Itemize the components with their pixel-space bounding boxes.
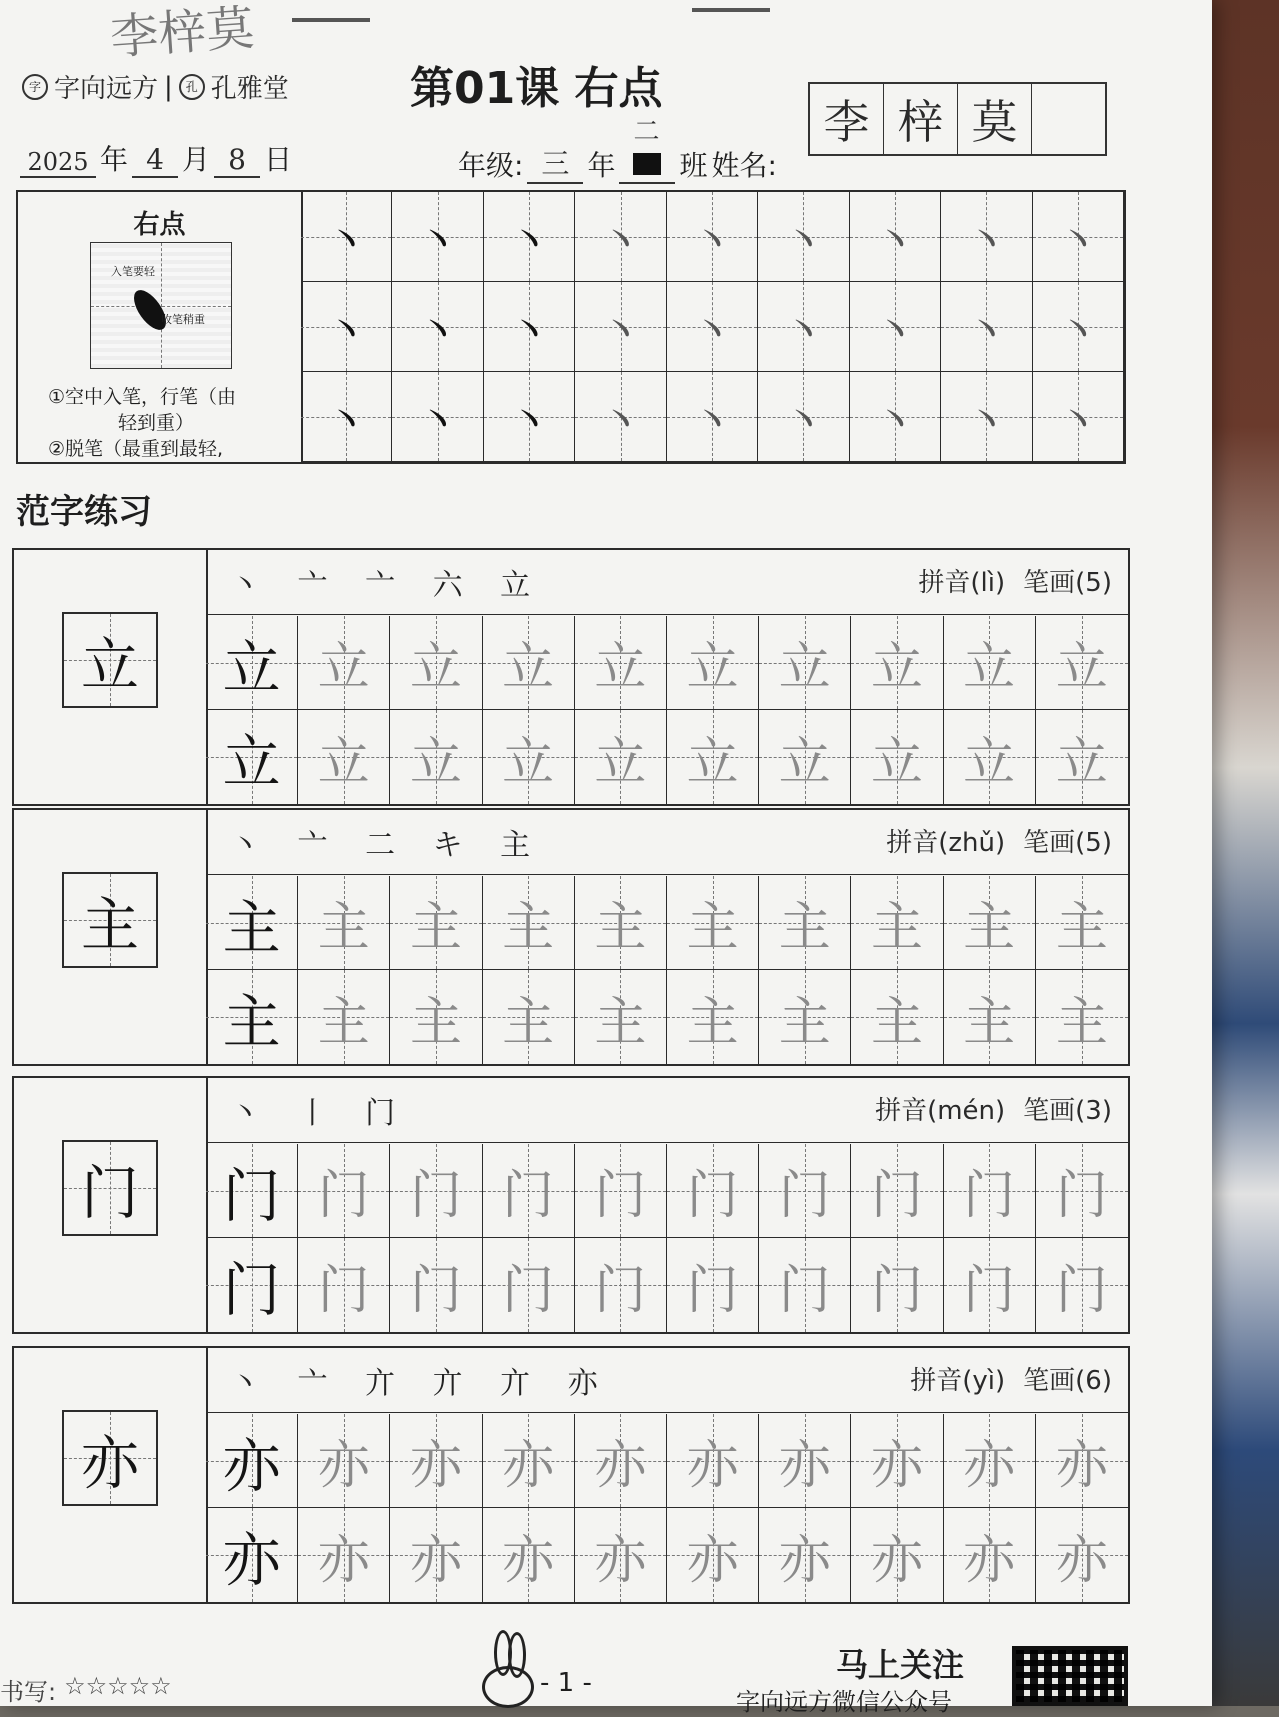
practice-cell <box>850 372 941 462</box>
practice-char-cell <box>575 1508 667 1602</box>
stroke-glyph: 丶 <box>507 215 552 267</box>
practice-char-cell <box>944 616 1036 710</box>
example-char: 门 <box>222 1256 281 1324</box>
practice-char-cell <box>759 1414 851 1508</box>
practice-char-cell <box>483 616 575 710</box>
practice-cell <box>941 192 1032 282</box>
practice-cell <box>758 282 849 372</box>
name-char-box: 李 <box>810 84 884 154</box>
handwritten-char: 亦 <box>409 1436 462 1496</box>
practice-char-cell <box>1036 710 1128 804</box>
example-char: 立 <box>222 633 281 702</box>
brand-left: 字向远方 <box>54 74 159 104</box>
practice-char-cell <box>298 1414 390 1508</box>
wechat-label: 字向远方微信公众号 <box>736 1688 952 1716</box>
practice-cell <box>850 282 941 372</box>
practice-char-cell <box>851 1414 943 1508</box>
practice-char-cell <box>667 616 759 710</box>
practice-char-cell <box>851 1238 943 1332</box>
stroke-glyph: 丶 <box>872 215 917 267</box>
stroke-glyph: 丶 <box>1055 215 1100 267</box>
practice-char-cell <box>944 1238 1036 1332</box>
handwritten-char: 主 <box>778 992 831 1053</box>
example-char-cell <box>206 1414 298 1508</box>
handwritten-name-top: 李梓莫 <box>108 0 257 66</box>
stroke-glyph: 丶 <box>689 305 734 357</box>
diagram-label-top: 入笔要轻 <box>111 265 155 278</box>
practice-char-cell <box>944 970 1036 1064</box>
practice-char-cell <box>298 616 390 710</box>
date-month: 4 <box>132 143 178 178</box>
background-fabric <box>1212 0 1279 1706</box>
handwritten-char: 门 <box>963 1166 1016 1226</box>
example-char-cell <box>206 616 298 710</box>
stroke-glyph: 丶 <box>689 395 734 447</box>
practice-char-cell <box>483 1414 575 1508</box>
handwritten-char: 立 <box>686 732 739 793</box>
practice-char-cell <box>575 970 667 1064</box>
name-char-box: 莫 <box>958 84 1032 154</box>
handwritten-char: 门 <box>778 1260 831 1321</box>
handwritten-char: 主 <box>317 992 370 1053</box>
practice-cell <box>392 282 483 372</box>
handwritten-char: 门 <box>963 1260 1016 1321</box>
brand-right-icon: 孔 <box>179 74 205 100</box>
practice-char-cell <box>667 970 759 1064</box>
handwritten-char: 主 <box>409 992 462 1053</box>
practice-char-cell <box>390 1144 482 1238</box>
date-year-label: 年 <box>100 143 129 176</box>
follow-label: 马上关注 <box>836 1646 965 1684</box>
step-1-cont: 轻到重） <box>118 412 195 434</box>
practice-cell <box>941 282 1032 372</box>
pencil-line <box>292 18 370 22</box>
handwritten-char: 立 <box>1055 638 1108 698</box>
stroke-glyph: 丶 <box>415 305 460 357</box>
name-label: 姓名: <box>711 149 777 182</box>
stroke-intro-title: 右点 <box>133 210 186 240</box>
example-char-cell <box>206 876 298 970</box>
practice-char-cell <box>944 1508 1036 1602</box>
practice-char-cell <box>483 1508 575 1602</box>
practice-cell <box>758 192 849 282</box>
handwritten-char: 立 <box>409 638 462 698</box>
stroke-glyph: 丶 <box>781 395 826 447</box>
handwritten-char: 主 <box>1055 992 1108 1053</box>
rating-row <box>0 1672 172 1707</box>
handwritten-char: 主 <box>502 992 555 1053</box>
handwritten-char: 亦 <box>409 1530 462 1591</box>
example-char: 亦 <box>222 1431 281 1500</box>
header-divider <box>206 1142 1128 1143</box>
handwritten-char: 立 <box>963 638 1016 698</box>
qr-code-icon[interactable] <box>1012 1646 1128 1706</box>
practice-char-cell <box>851 1508 943 1602</box>
model-char: 立 <box>80 631 139 699</box>
practice-char-cell <box>944 876 1036 970</box>
stroke-glyph: 丶 <box>507 395 552 447</box>
practice-char-cell <box>667 1144 759 1238</box>
handwritten-char: 主 <box>594 992 647 1053</box>
grade-suffix: 年 <box>587 149 616 182</box>
practice-char-cell <box>851 616 943 710</box>
handwritten-char: 亦 <box>686 1530 739 1591</box>
handwritten-char: 立 <box>317 638 370 698</box>
handwritten-char: 主 <box>963 992 1016 1053</box>
practice-char-cell <box>298 876 390 970</box>
practice-cell <box>575 192 666 282</box>
example-char: 立 <box>222 728 281 796</box>
practice-char-cell <box>667 1508 759 1602</box>
example-char: 门 <box>222 1161 281 1230</box>
class-value: 二 <box>633 117 660 147</box>
handwritten-char: 主 <box>963 898 1016 958</box>
stroke-glyph: 丶 <box>781 305 826 357</box>
practice-char-cell <box>483 710 575 804</box>
handwritten-char: 主 <box>778 898 831 958</box>
char-info <box>918 562 1112 599</box>
practice-char-cell <box>390 876 482 970</box>
stroke-glyph: 丶 <box>598 395 643 447</box>
practice-char-cell <box>667 876 759 970</box>
handwritten-char: 主 <box>317 898 370 958</box>
character-section-4 <box>12 1346 1130 1604</box>
handwritten-char: 亦 <box>1055 1436 1108 1496</box>
handwritten-char: 亦 <box>963 1530 1016 1591</box>
practice-cell <box>484 282 575 372</box>
practice-cell <box>484 192 575 282</box>
handwritten-char: 亦 <box>1055 1530 1108 1591</box>
example-char: 亦 <box>222 1526 281 1594</box>
name-char-box: 梓 <box>884 84 958 154</box>
handwritten-char: 门 <box>409 1260 462 1321</box>
stroke-glyph: 丶 <box>689 215 734 267</box>
name-boxes <box>808 82 1107 156</box>
brand-row <box>22 68 289 105</box>
stroke-glyph: 丶 <box>872 305 917 357</box>
stroke-glyph: 丶 <box>324 395 369 447</box>
stroke-order: 丶 丨 门 <box>230 1096 410 1131</box>
page-number: - 1 - <box>540 1668 592 1698</box>
stroke-order: 丶 亠 亣 亣 亣 亦 <box>230 1366 612 1401</box>
date-day: 8 <box>214 143 260 178</box>
class-redaction <box>633 153 661 175</box>
handwritten-char: 主 <box>502 898 555 958</box>
example-char-cell <box>206 970 298 1064</box>
step-2: ②脱笔（最重到最轻, <box>48 438 224 460</box>
stroke-glyph: 丶 <box>964 215 1009 267</box>
handwritten-char: 立 <box>778 732 831 793</box>
practice-char-cell <box>390 970 482 1064</box>
rating-label: 书写: <box>0 1678 57 1706</box>
practice-char-cell <box>759 970 851 1064</box>
practice-char-cell <box>390 1238 482 1332</box>
handwritten-char: 门 <box>317 1260 370 1321</box>
practice-char-cell <box>1036 1508 1128 1602</box>
practice-cell <box>1033 372 1124 462</box>
handwritten-char: 立 <box>870 732 923 793</box>
char-info <box>910 1360 1112 1397</box>
handwritten-char: 立 <box>870 638 923 698</box>
practice-char-cell <box>390 710 482 804</box>
practice-cell <box>667 282 758 372</box>
practice-cell <box>850 192 941 282</box>
practice-char-cell <box>851 876 943 970</box>
stroke-diagram <box>90 242 232 369</box>
stroke-glyph: 丶 <box>598 305 643 357</box>
practice-char-cell <box>944 1414 1036 1508</box>
practice-char-cell <box>298 1144 390 1238</box>
handwritten-char: 门 <box>686 1260 739 1321</box>
model-char-box <box>62 872 158 968</box>
pencil-line <box>692 8 770 12</box>
grade-value: 三 <box>527 142 583 184</box>
handwritten-char: 亦 <box>870 1436 923 1496</box>
brand-right: 孔雅堂 <box>210 74 289 104</box>
stroke-glyph: 丶 <box>1055 305 1100 357</box>
handwritten-char: 门 <box>502 1260 555 1321</box>
practice-cell <box>667 372 758 462</box>
handwritten-char: 主 <box>686 898 739 958</box>
handwritten-char: 亦 <box>594 1530 647 1591</box>
practice-char-cell <box>1036 970 1128 1064</box>
practice-cell <box>301 372 392 462</box>
handwritten-char: 门 <box>1055 1166 1108 1226</box>
handwritten-char: 门 <box>1055 1260 1108 1321</box>
model-char-box <box>62 1410 158 1506</box>
practice-cell <box>941 372 1032 462</box>
stroke-order: 丶 亠 亠 六 立 <box>230 568 545 603</box>
handwritten-char: 门 <box>686 1166 739 1226</box>
practice-cell <box>301 282 392 372</box>
practice-char-cell <box>298 1508 390 1602</box>
practice-char-cell <box>944 1144 1036 1238</box>
char-info <box>875 1090 1112 1127</box>
class-field <box>619 117 675 184</box>
stroke-glyph: 丶 <box>415 215 460 267</box>
handwritten-char: 立 <box>594 638 647 698</box>
char-info <box>886 822 1112 859</box>
practice-char-cell <box>483 970 575 1064</box>
practice-cell <box>1033 282 1124 372</box>
rating-stars: ☆☆☆☆☆ <box>64 1672 172 1700</box>
practice-cell <box>575 282 666 372</box>
practice-char-cell <box>851 970 943 1064</box>
practice-char-cell <box>298 710 390 804</box>
stroke-glyph: 丶 <box>324 215 369 267</box>
stroke-glyph: 丶 <box>507 305 552 357</box>
practice-char-cell <box>851 1144 943 1238</box>
practice-char-cell <box>667 1238 759 1332</box>
stroke-glyph: 丶 <box>964 305 1009 357</box>
practice-char-cell <box>759 1238 851 1332</box>
step-1: ①空中入笔，行笔（由 <box>48 386 237 408</box>
stroke-glyph: 丶 <box>324 305 369 357</box>
practice-char-cell <box>759 876 851 970</box>
handwritten-char: 主 <box>870 898 923 958</box>
handwritten-char: 亦 <box>778 1530 831 1591</box>
handwritten-char: 主 <box>409 898 462 958</box>
handwritten-char: 立 <box>502 732 555 793</box>
section-title: 范字练习 <box>16 492 152 532</box>
pinyin-label: 拼音(zhǔ) <box>886 828 1006 858</box>
practice-char-cell <box>575 1144 667 1238</box>
handwritten-char: 门 <box>870 1260 923 1321</box>
class-label: 班 <box>679 149 708 182</box>
practice-char-cell <box>390 616 482 710</box>
practice-char-cell <box>667 710 759 804</box>
model-char-box <box>62 1140 158 1236</box>
practice-cell <box>1033 192 1124 282</box>
practice-cell <box>484 372 575 462</box>
practice-char-cell <box>1036 1414 1128 1508</box>
stroke-intro-section <box>16 190 1126 464</box>
handwritten-char: 门 <box>870 1166 923 1226</box>
stroke-intro-panel <box>18 192 303 462</box>
practice-char-cell <box>759 616 851 710</box>
header-divider <box>206 1412 1128 1413</box>
stroke-glyph: 丶 <box>415 395 460 447</box>
handwritten-char: 亦 <box>963 1436 1016 1496</box>
practice-cell <box>758 372 849 462</box>
stroke-practice-grid <box>301 192 1124 462</box>
practice-char-cell <box>575 1238 667 1332</box>
model-char-box <box>62 612 158 708</box>
handwritten-char: 亦 <box>778 1436 831 1496</box>
practice-char-cell <box>483 876 575 970</box>
right-dot-stroke-shape <box>128 285 172 335</box>
handwritten-char: 门 <box>317 1166 370 1226</box>
handwritten-char: 门 <box>778 1166 831 1226</box>
handwritten-char: 亦 <box>870 1530 923 1591</box>
handwritten-char: 立 <box>963 732 1016 793</box>
date-year: 2025 <box>20 148 96 178</box>
rabbit-icon <box>478 1630 538 1706</box>
example-char-cell <box>206 1238 298 1332</box>
practice-char-cell <box>483 1238 575 1332</box>
grade-label: 年级: <box>458 149 524 182</box>
header-divider <box>206 874 1128 875</box>
practice-char-cell <box>851 710 943 804</box>
practice-char-cell <box>390 1414 482 1508</box>
date-row <box>20 138 292 178</box>
practice-char-cell <box>759 1508 851 1602</box>
practice-char-cell <box>759 710 851 804</box>
character-section-3 <box>12 1076 1130 1334</box>
practice-cell <box>667 192 758 282</box>
practice-char-cell <box>944 710 1036 804</box>
character-section-1 <box>12 548 1130 806</box>
stroke-order: 丶 亠 二 キ 主 <box>230 828 545 863</box>
practice-char-cell <box>483 1144 575 1238</box>
model-char: 亦 <box>80 1429 139 1497</box>
practice-char-cell <box>575 710 667 804</box>
header-divider <box>206 614 1128 615</box>
practice-char-cell <box>759 1144 851 1238</box>
practice-char-cell <box>1036 1238 1128 1332</box>
practice-cell <box>392 192 483 282</box>
practice-char-cell <box>575 616 667 710</box>
handwritten-char: 亦 <box>502 1530 555 1591</box>
character-section-2 <box>12 808 1130 1066</box>
handwritten-char: 门 <box>594 1260 647 1321</box>
practice-char-cell <box>298 970 390 1064</box>
stroke-glyph: 丶 <box>598 215 643 267</box>
practice-char-cell <box>298 1238 390 1332</box>
practice-char-cell <box>575 876 667 970</box>
handwritten-char: 亦 <box>686 1436 739 1496</box>
practice-char-cell <box>667 1414 759 1508</box>
handwritten-char: 立 <box>317 732 370 793</box>
grade-row <box>458 117 777 184</box>
handwritten-char: 主 <box>686 992 739 1053</box>
guide-line <box>161 243 162 368</box>
handwritten-char: 立 <box>409 732 462 793</box>
practice-char-cell <box>390 1508 482 1602</box>
practice-cell <box>392 372 483 462</box>
example-char-cell <box>206 710 298 804</box>
stroke-glyph: 丶 <box>964 395 1009 447</box>
handwritten-char: 立 <box>594 732 647 793</box>
stroke-count-label: 笔画(6) <box>1023 1366 1112 1396</box>
diagram-label-bottom: 收笔稍重 <box>161 313 205 326</box>
pinyin-label: 拼音(yì) <box>910 1366 1006 1396</box>
stroke-glyph: 丶 <box>1055 395 1100 447</box>
practice-char-cell <box>575 1414 667 1508</box>
handwritten-char: 立 <box>1055 732 1108 793</box>
model-char: 主 <box>80 891 139 959</box>
model-char: 门 <box>80 1159 139 1227</box>
example-char-cell <box>206 1508 298 1602</box>
handwritten-char: 主 <box>594 898 647 958</box>
pinyin-label: 拼音(lì) <box>918 568 1006 598</box>
practice-cell <box>301 192 392 282</box>
example-char-cell <box>206 1144 298 1238</box>
brand-separator: | <box>164 71 173 102</box>
practice-char-cell <box>1036 616 1128 710</box>
stroke-count-label: 笔画(3) <box>1023 1096 1112 1126</box>
handwritten-char: 门 <box>409 1166 462 1226</box>
handwritten-char: 立 <box>778 638 831 698</box>
handwritten-char: 亦 <box>317 1530 370 1591</box>
lesson-title: 第01课 右点 <box>410 63 663 114</box>
practice-cell <box>575 372 666 462</box>
handwritten-char: 主 <box>1055 898 1108 958</box>
handwritten-char: 立 <box>686 638 739 698</box>
handwritten-char: 亦 <box>502 1436 555 1496</box>
date-day-label: 日 <box>264 143 293 176</box>
handwritten-char: 主 <box>870 992 923 1053</box>
pinyin-label: 拼音(mén) <box>875 1096 1006 1126</box>
stroke-count-label: 笔画(5) <box>1023 828 1112 858</box>
stroke-glyph: 丶 <box>872 395 917 447</box>
practice-char-cell <box>1036 876 1128 970</box>
brand-logo-icon: 字 <box>22 74 48 100</box>
example-char: 主 <box>222 893 281 962</box>
date-month-label: 月 <box>182 143 211 176</box>
handwritten-char: 门 <box>502 1166 555 1226</box>
stroke-count-label: 笔画(5) <box>1023 568 1112 598</box>
handwritten-char: 立 <box>502 638 555 698</box>
example-char: 主 <box>222 988 281 1056</box>
handwritten-char: 门 <box>594 1166 647 1226</box>
handwritten-char: 亦 <box>594 1436 647 1496</box>
stroke-glyph: 丶 <box>781 215 826 267</box>
handwritten-char: 亦 <box>317 1436 370 1496</box>
name-char-box <box>1032 84 1105 154</box>
practice-char-cell <box>1036 1144 1128 1238</box>
